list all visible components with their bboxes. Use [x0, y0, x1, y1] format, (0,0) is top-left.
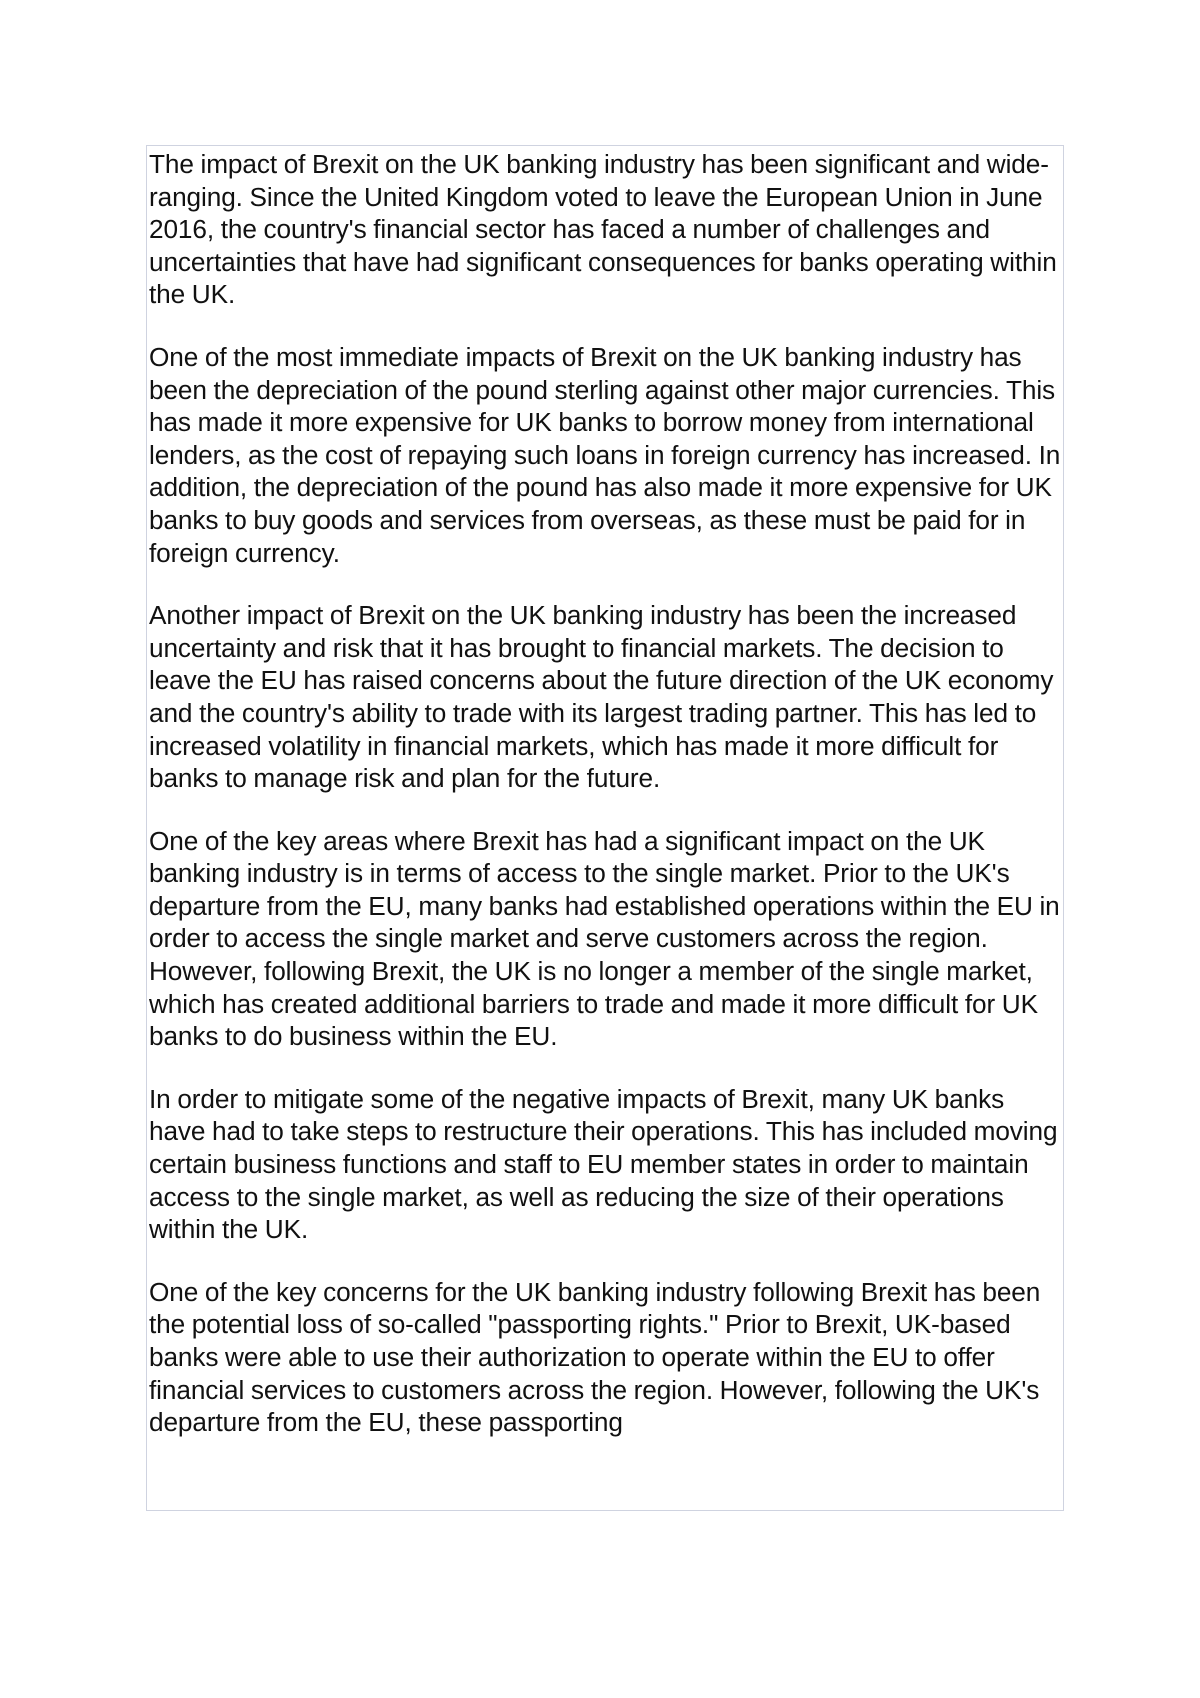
paragraph-6: One of the key concerns for the UK banking industry following Brexit has been the potential loss of so-called "passporting rights." Prior to Brexit, UK-based banks were able to use their authorization to operate within the EU to offer financial services to customers across the region. However, following the UK's departure from the EU, these passporting	[149, 1276, 1041, 1438]
paragraph-3: Another impact of Brexit on the UK banking industry has been the increased uncertainty and risk that it has brought to financial markets. The decision to leave the EU has raised concerns about the future direction of the UK economy and the country's ability to trade with its largest trading partner. This has led to increased volatility in financial markets, which has made it more difficult for banks to manage risk and plan for the future.	[149, 600, 1054, 794]
paragraph-2: One of the most immediate impacts of Brexit on the UK banking industry has been the depreciation of the pound sterling against other major currencies. This has made it more expensive for UK banks to borrow money from international lenders, as the cost of repaying such loans in foreign currency has increased. In addition, the depreciation of the pound has also made it more expensive for UK banks to buy goods and services from overseas, as these must be paid for in foreign currency.	[149, 341, 1061, 568]
paragraph-1: The impact of Brexit on the UK banking industry has been significant and wide-ranging. Since the United Kingdom voted to leave the European Union in June 2016, the country's financial sector has faced a number of challenges and uncertainties that have had significant consequences for banks operating within the UK.	[149, 149, 1057, 310]
paragraph-5: In order to mitigate some of the negative impacts of Brexit, many UK banks have had to take steps to restructure their operations. This has included moving certain business functions and staff to EU member states in order to maintain access to the single market, as well as reducing the size of their operations within the UK.	[149, 1083, 1058, 1245]
text-frame	[146, 145, 1064, 1511]
paragraph-4: One of the key areas where Brexit has had a significant impact on the UK banking industry is in terms of access to the single market. Prior to the UK's departure from the EU, many banks had established operations within the EU in order to access the single market and serve customers across the region. However, following Brexit, the UK is no longer a member of the single market, which has created additional barriers to trade and made it more difficult for UK banks to do business within the EU.	[149, 825, 1060, 1052]
